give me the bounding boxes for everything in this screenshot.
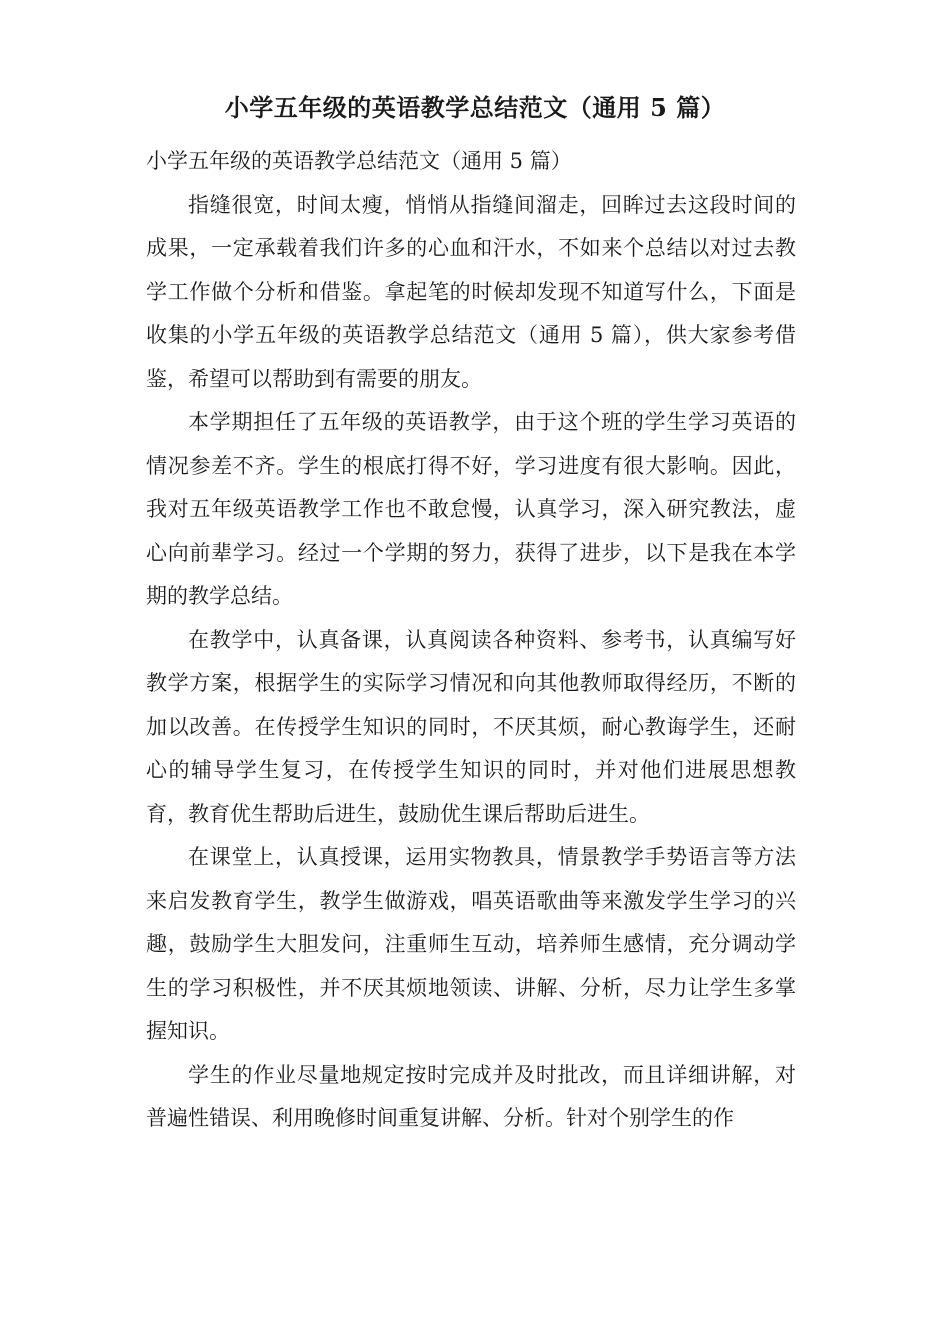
paragraph-homework: 学生的作业尽量地规定按时完成并及时批改，而且详细讲解，对普遍性错误、利用晚修时间重复讲解、分析。针对个别学生的作 [146, 1062, 796, 1130]
paragraph-intro: 指缝很宽，时间太瘦，悄悄从指缝间溜走，回眸过去这段时间的成果，一定承载着我们许多的心血和汗水，不如来个总结以对过去教学工作做个分析和借鉴。拿起笔的时候却发现不知道写什么，下面是收集的小学五年级的英语教学总结范文（通用 5 篇），供大家参考借鉴，希望可以帮助到有需要的朋友。 [146, 192, 796, 391]
document-subtitle: 小学五年级的英语教学总结范文（通用 5 篇） [146, 149, 572, 173]
paragraph-classroom: 在课堂上，认真授课，运用实物教具，情景教学手势语言等方法来启发教育学生，教学生做游戏，唱英语歌曲等来激发学生学习的兴趣，鼓励学生大胆发问，注重师生互动，培养师生感情，充分调动学生的学习积极性，并不厌其烦地领读、讲解、分析，尽力让学生多掌握知识。 [146, 845, 796, 1043]
document-body [146, 140, 796, 1141]
paragraph-teaching: 在教学中，认真备课，认真阅读各种资料、参考书，认真编写好教学方案，根据学生的实际学习情况和向其他教师取得经历，不断的加以改善。在传授学生知识的同时，不厌其烦，耐心教诲学生，还耐心的辅导学生复习，在传授学生知识的同时，并对他们进展思想教育，教育优生帮助后进生，鼓励优生课后帮助后进生。 [146, 627, 796, 826]
document-title: 小学五年级的英语教学总结范文（通用 5 篇） [224, 93, 726, 122]
paragraph-semester: 本学期担任了五年级的英语教学，由于这个班的学生学习英语的情况参差不齐。学生的根底打得不好，学习进度有很大影响。因此，我对五年级英语教学工作也不敢怠慢，认真学习，深入研究教法，虚心向前辈学习。经过一个学期的努力，获得了进步，以下是我在本学期的教学总结。 [146, 410, 796, 608]
